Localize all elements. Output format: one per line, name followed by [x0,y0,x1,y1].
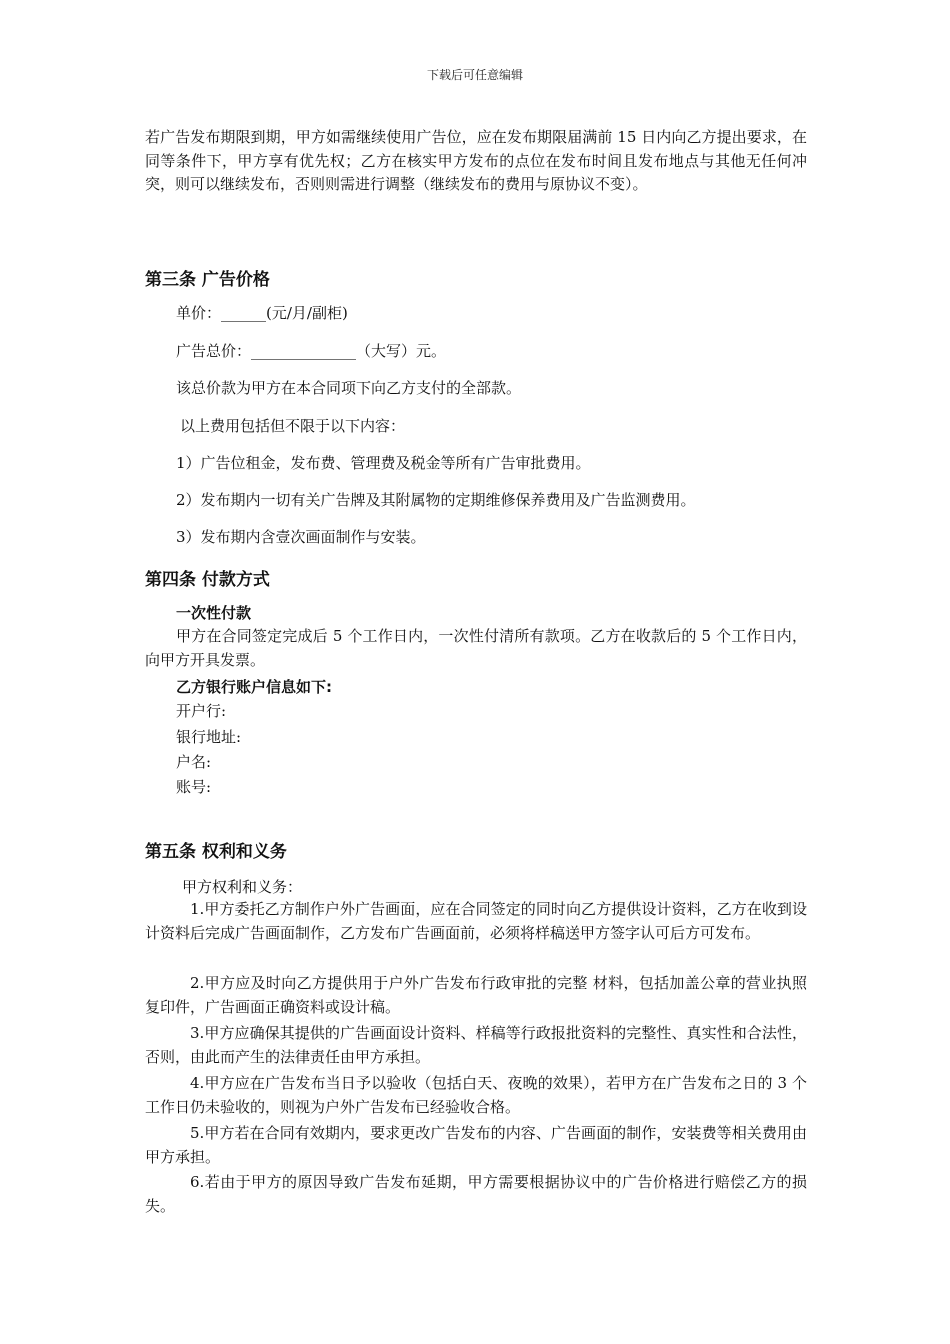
rights-paragraph-4: 4.甲方应在广告发布当日予以验收（包括白天、夜晚的效果），若甲方在广告发布之日的 3 个工作日仍未验收的，则视为户外广告发布已经验收合格。 [145,1074,807,1116]
article5-heading: 第五条 权利和义务 [145,842,287,862]
unit-price-line: 单价：______(元/月/副柜) [176,304,348,322]
fee-item-1: 1）广告位租金，发布费、管理费及税金等所有广告审批费用。 [176,454,591,472]
payment-method-desc: 甲方在合同签定完成后 5 个工作日内，一次性付清所有款项。乙方在收款后的 5 个工作日内，向甲方开具发票。 [145,627,807,669]
rights-paragraph-6: 6.若由于甲方的原因导致广告发布延期，甲方需要根据协议中的广告价格进行赔偿乙方的损失。 [145,1173,807,1215]
fee-item-3: 3）发布期内含壹次画面制作与安装。 [176,528,426,546]
article4-heading: 第四条 付款方式 [145,570,270,590]
article3-heading: 第三条 广告价格 [145,270,270,290]
bank-address-line: 银行地址: [176,728,242,746]
fee-item-2: 2）发布期内一切有关广告牌及其附属物的定期维修保养费用及广告监测费用。 [176,491,696,509]
account-no-line: 账号: [176,778,212,796]
rights-paragraph-5: 5.甲方若在合同有效期内，要求更改广告发布的内容、广告画面的制作，安装费等相关费用由甲方承担。 [145,1124,807,1166]
payment-method: 一次性付款 [176,604,252,622]
page-header: 下载后可任意编辑 [426,68,523,82]
rights-paragraph-1: 1.甲方委托乙方制作户外广告画面，应在合同签定的同时向乙方提供设计资料，乙方在收到设计资料后完成广告画面制作，乙方发布广告画面前，必须将样稿送甲方签字认可后方可发布。 [145,900,807,942]
includes-line: 以上费用包括但不限于以下内容： [180,417,406,435]
intro-paragraph: 若广告发布期限到期，甲方如需继续使用广告位，应在发布期限届满前 15 日内向乙方提出要求，在同等条件下，甲方享有优先权；乙方在核实甲方发布的点位在发布时间且发布地点与其他无任何冲突，则可以继续发布，否则则需进行调整（继续发布的费用与原协议不变）。 [145,128,807,193]
rights-paragraph-3: 3.甲方应确保其提供的广告画面设计资料、样稿等行政报批资料的完整性、真实性和合法性，否则，由此而产生的法律责任由甲方承担。 [145,1024,807,1066]
account-name-line: 户名: [176,753,212,771]
bank-line: 开户行: [176,702,227,720]
total-note-line: 该总价款为甲方在本合同项下向乙方支付的全部款。 [176,379,522,397]
rights-paragraph-2: 2.甲方应及时向乙方提供用于户外广告发布行政审批的完整 材料，包括加盖公章的营业执照复印件，广告画面正确资料或设计稿。 [145,974,807,1016]
total-price-line: 广告总价：______________（大写）元。 [176,342,447,360]
bank-info-title: 乙方银行账户信息如下: [176,678,332,696]
party-a-rights-title: 甲方权利和义务： [182,878,303,896]
